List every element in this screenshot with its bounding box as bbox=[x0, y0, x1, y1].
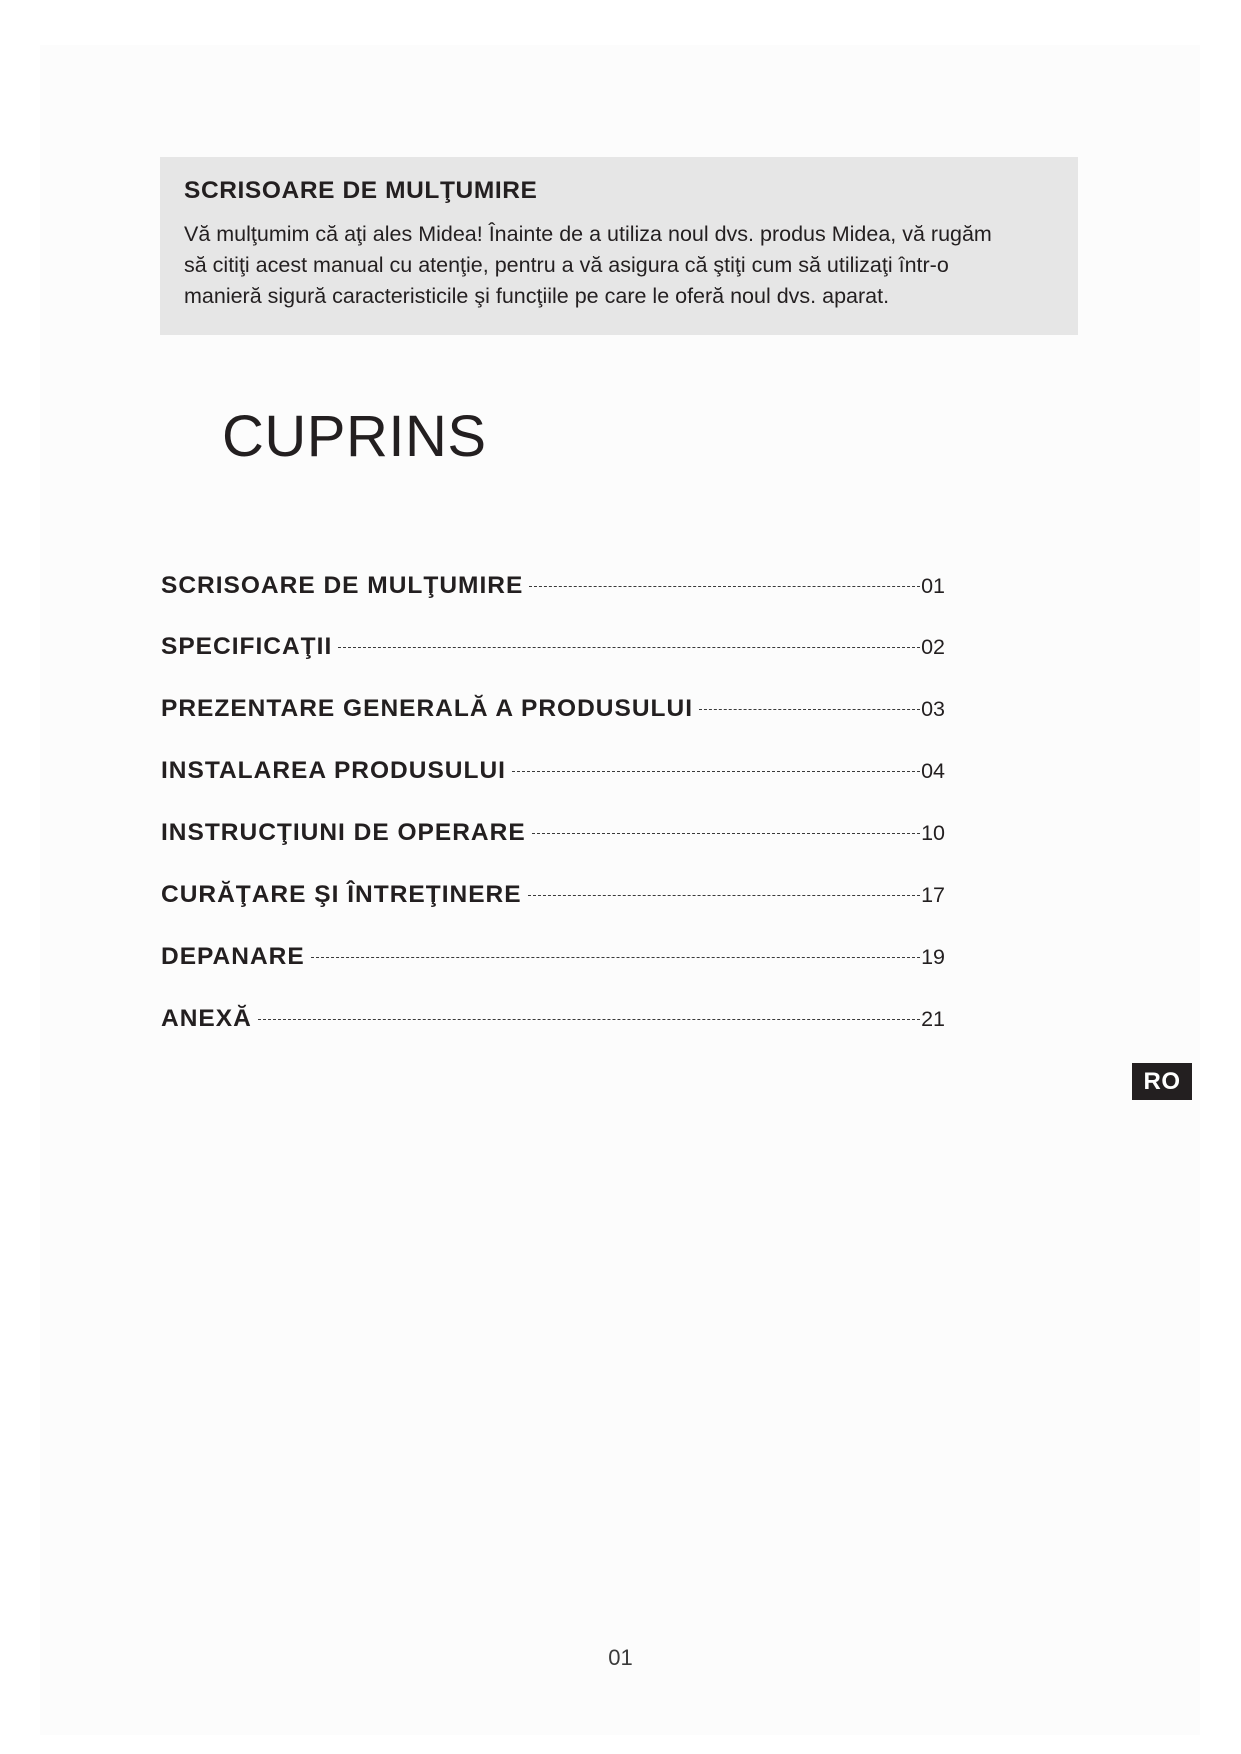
toc-item-label: INSTRUCŢIUNI DE OPERARE bbox=[161, 819, 526, 846]
toc-item-label: ANEXĂ bbox=[161, 1005, 252, 1032]
toc-item-label: SPECIFICAŢII bbox=[161, 633, 333, 660]
toc-item-page: 10 bbox=[921, 821, 945, 845]
toc-leader-line bbox=[528, 895, 921, 896]
toc-item-annex[interactable] bbox=[161, 1005, 945, 1067]
toc-item-page: 17 bbox=[921, 883, 945, 907]
toc-item-thank-you-letter[interactable] bbox=[161, 572, 945, 634]
toc-item-label: DEPANARE bbox=[161, 943, 305, 970]
toc-item-label: PREZENTARE GENERALĂ A PRODUSULUI bbox=[161, 695, 694, 722]
toc-leader-line bbox=[512, 771, 920, 772]
toc-item-specifications[interactable] bbox=[161, 633, 945, 695]
toc-item-troubleshooting[interactable] bbox=[161, 943, 945, 1005]
toc-leader-line bbox=[532, 833, 920, 834]
language-tab: RO bbox=[1132, 1063, 1192, 1100]
toc-item-page: 02 bbox=[921, 635, 945, 659]
toc-item-installation[interactable] bbox=[161, 757, 945, 819]
thank-you-letter-box bbox=[160, 157, 1078, 335]
toc-item-operating-instructions[interactable] bbox=[161, 819, 945, 881]
toc-leader-line bbox=[311, 957, 920, 958]
page-number: 01 bbox=[608, 1645, 633, 1670]
thank-you-letter-text bbox=[184, 219, 1054, 312]
toc-leader-line bbox=[338, 647, 920, 648]
thank-you-line: manieră sigură caracteristicile şi funcţiile pe care le oferă noul dvs. aparat. bbox=[184, 283, 890, 308]
toc-item-page: 21 bbox=[921, 1007, 945, 1031]
toc-item-page: 03 bbox=[921, 697, 945, 721]
toc-item-product-overview[interactable] bbox=[161, 695, 945, 757]
toc-leader-line bbox=[258, 1019, 920, 1020]
toc-item-cleaning-maintenance[interactable] bbox=[161, 881, 945, 943]
toc-leader-line bbox=[699, 709, 920, 710]
toc-item-label: SCRISOARE DE MULŢUMIRE bbox=[161, 572, 524, 599]
toc-item-page: 04 bbox=[921, 759, 945, 783]
table-of-contents bbox=[161, 572, 945, 1067]
toc-leader-line bbox=[529, 586, 920, 587]
contents-title: CUPRINS bbox=[222, 404, 487, 469]
toc-item-label: CURĂŢARE ŞI ÎNTREŢINERE bbox=[161, 881, 522, 908]
thank-you-line: Vă mulţumim că aţi ales Midea! Înainte de a utiliza noul dvs. produs Midea, vă rugăm bbox=[184, 221, 992, 246]
thank-you-line: să citiţi acest manual cu atenţie, pentru a vă asigura că ştiţi cum să utilizaţi într-o bbox=[184, 252, 949, 277]
toc-item-page: 19 bbox=[921, 945, 945, 969]
toc-item-label: INSTALAREA PRODUSULUI bbox=[161, 757, 506, 784]
thank-you-letter-title: SCRISOARE DE MULŢUMIRE bbox=[184, 177, 538, 204]
toc-item-page: 01 bbox=[921, 574, 945, 598]
